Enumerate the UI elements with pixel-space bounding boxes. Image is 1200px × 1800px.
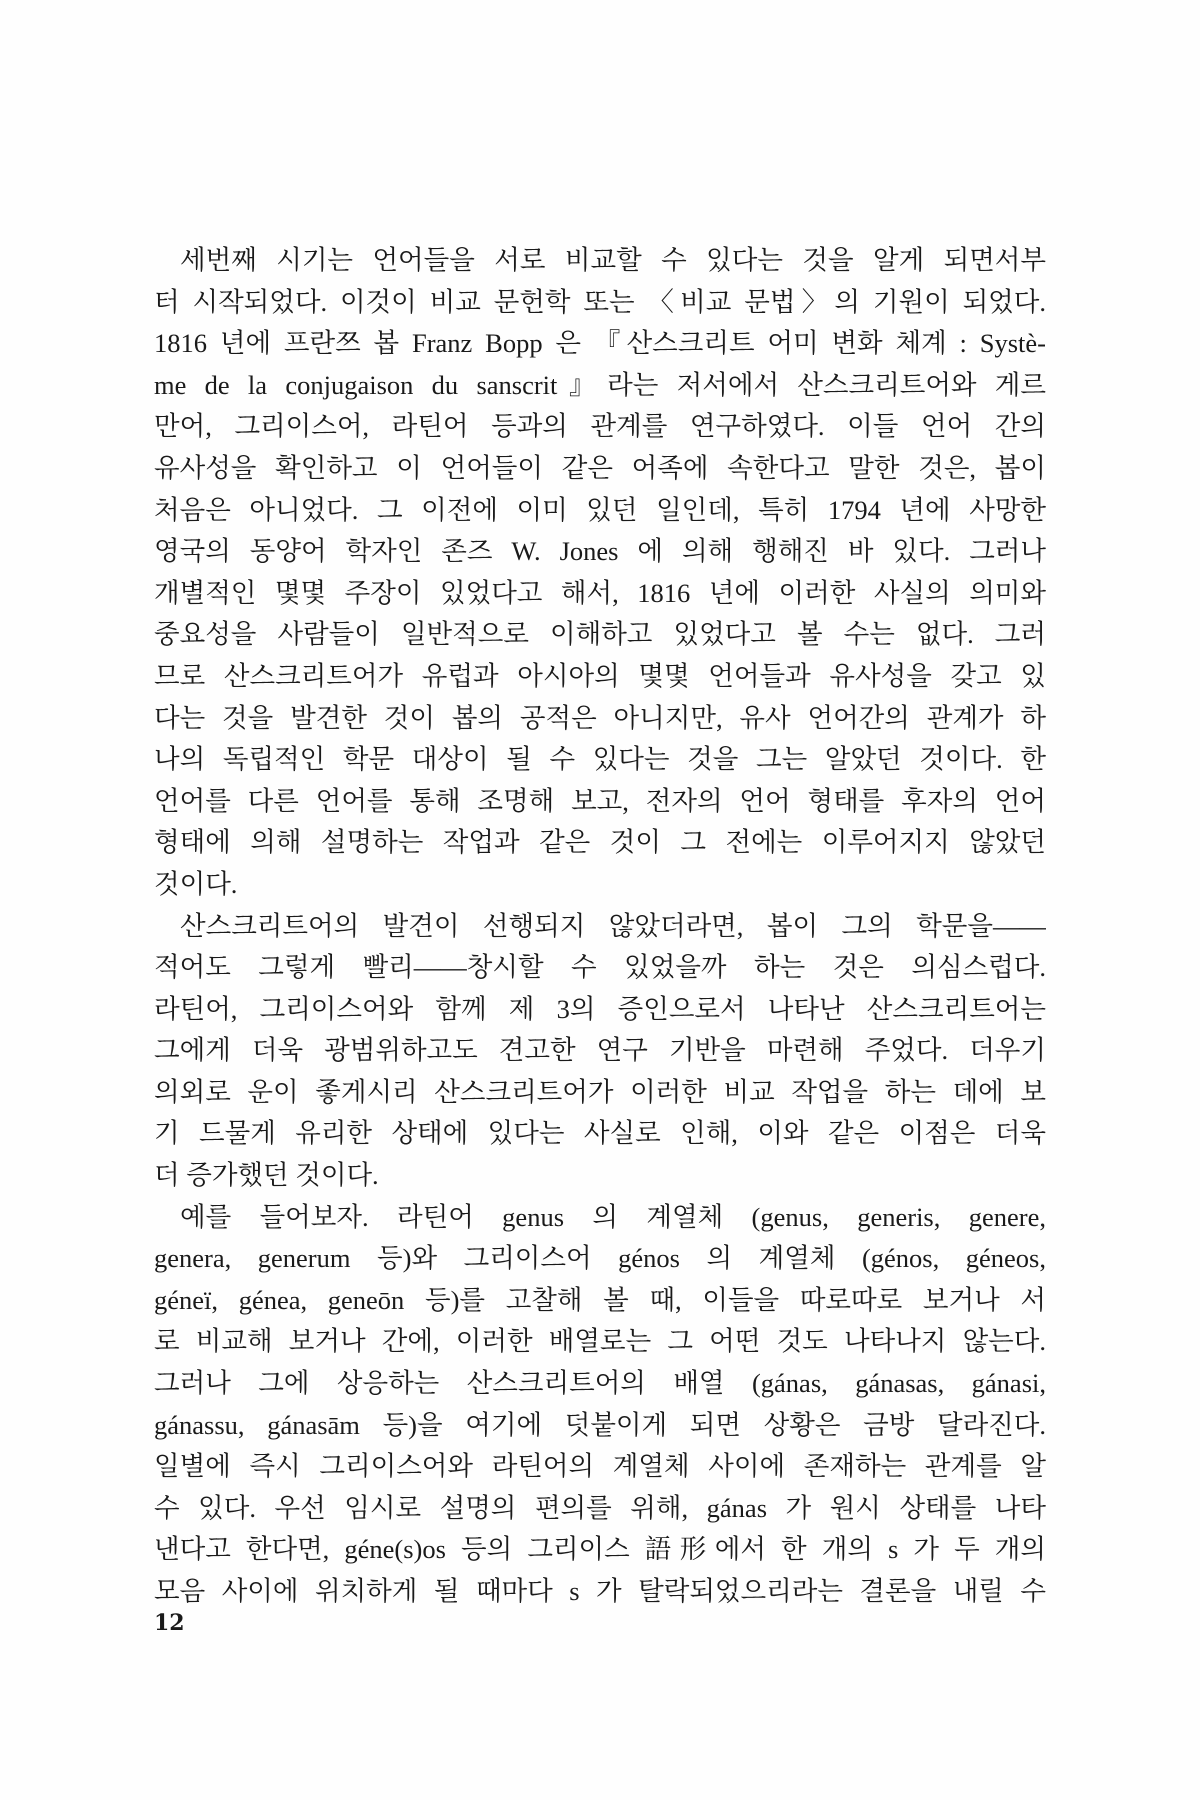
text-line: 언어를 다른 언어를 통해 조명해 보고, 전자의 언어 형태를 후자의 언어: [154, 785, 1046, 816]
text-line: 세번째 시기는 언어들을 서로 비교할 수 있다는 것을 알게 되면서부: [180, 245, 1046, 275]
text-line: 1816 년에 프란쯔 봅 Franz Bopp 은 『산스크리트 어미 변화 체계 : Systè-: [154, 328, 1046, 359]
text-line: 다는 것을 발견한 것이 봅의 공적은 아니지만, 유사 언어간의 관계가 하: [154, 702, 1046, 733]
text-line: 수 있다. 우선 임시로 설명의 편의를 위해, gánas 가 원시 상태를 나타: [154, 1492, 1046, 1523]
page-number: 12: [154, 1610, 185, 1636]
text-line: 개별적인 몇몇 주장이 있었다고 해서, 1816 년에 이러한 사실의 의미와: [154, 577, 1046, 608]
text-line: 모음 사이에 위치하게 될 때마다 s 가 탈락되었으리라는 결론을 내릴 수: [154, 1576, 1046, 1606]
text-line: 예를 들어보자. 라틴어 genus 의 계열체 (genus, generis, genere,: [180, 1201, 1046, 1232]
text-line: 것이다.: [154, 868, 238, 899]
paragraph-3: [154, 1197, 1046, 1613]
text-line: 의외로 운이 좋게시리 산스크리트어가 이러한 비교 작업을 하는 데에 보: [154, 1076, 1046, 1107]
text-line: 로 비교해 보거나 간에, 이러한 배열로는 그 어떤 것도 나타나지 않는다.: [154, 1326, 1046, 1357]
text-line: 므로 산스크리트어가 유럽과 아시아의 몇몇 언어들과 유사성을 갖고 있: [154, 660, 1046, 691]
text-line: 나의 독립적인 학문 대상이 될 수 있다는 것을 그는 알았던 것이다. 한: [154, 744, 1046, 775]
text-line: me de la conjugaison du sanscrit』라는 저서에서 산스크리트어와 게르: [154, 369, 1046, 400]
text-line: 형태에 의해 설명하는 작업과 같은 것이 그 전에는 이루어지지 않았던: [154, 827, 1046, 858]
text-line: 기 드물게 유리한 상태에 있다는 사실로 인해, 이와 같은 이점은 더욱: [154, 1118, 1046, 1149]
text-line: 일별에 즉시 그리이스어와 라틴어의 계열체 사이에 존재하는 관계를 알: [154, 1451, 1046, 1482]
text-line: géneï, génea, geneōn 등)를 고찰해 볼 때, 이들을 따로따로 보거나 서: [154, 1284, 1046, 1315]
body-text: [154, 240, 1046, 1613]
text-line: 산스크리트어의 발견이 선행되지 않았더라면, 봅이 그의 학문을——: [180, 910, 1046, 941]
paragraph-2: [154, 906, 1046, 1197]
text-line: 라틴어, 그리이스어와 함께 제 3의 증인으로서 나타난 산스크리트어는: [154, 993, 1046, 1024]
text-line: 유사성을 확인하고 이 언어들이 같은 어족에 속한다고 말한 것은, 봅이: [154, 452, 1046, 483]
text-line: 그러나 그에 상응하는 산스크리트어의 배열 (gánas, gánasas, gánasi,: [154, 1368, 1046, 1399]
text-line: 영국의 동양어 학자인 존즈 W. Jones 에 의해 행해진 바 있다. 그러나: [154, 536, 1046, 567]
text-line: 중요성을 사람들이 일반적으로 이해하고 있었다고 볼 수는 없다. 그러: [154, 619, 1046, 650]
text-line: 그에게 더욱 광범위하고도 견고한 연구 기반을 마련해 주었다. 더우기: [154, 1035, 1046, 1066]
text-line: 만어, 그리이스어, 라틴어 등과의 관계를 연구하였다. 이들 언어 간의: [154, 411, 1046, 442]
text-line: 적어도 그렇게 빨리——창시할 수 있었을까 하는 것은 의심스럽다.: [154, 952, 1046, 983]
paragraph-1: [154, 240, 1046, 906]
text-line: gánassu, gánasām 등)을 여기에 덧붙이게 되면 상황은 금방 달라진다.: [154, 1409, 1046, 1440]
text-line: 낸다고 한다면, géne(s)os 등의 그리이스 語形에서 한 개의 s 가 두 개의: [154, 1534, 1046, 1565]
text-line: genera, generum 등)와 그리이스어 génos 의 계열체 (génos, géneos,: [154, 1243, 1046, 1274]
text-line: 더 증가했던 것이다.: [154, 1160, 379, 1191]
text-line: 터 시작되었다. 이것이 비교 문헌학 또는 〈비교 문법〉의 기원이 되었다.: [154, 286, 1046, 317]
text-line: 처음은 아니었다. 그 이전에 이미 있던 일인데, 특히 1794 년에 사망한: [154, 494, 1046, 525]
